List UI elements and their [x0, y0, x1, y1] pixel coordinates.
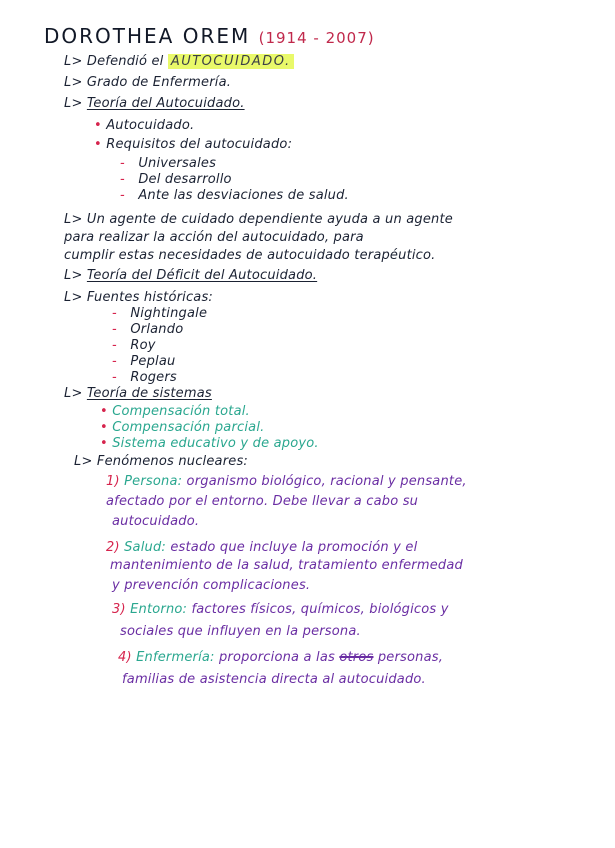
- bullet-item: • Sistema educativo y de apoyo.: [100, 436, 319, 451]
- arrow-icon: L>: [64, 290, 83, 305]
- dash-icon: -: [112, 370, 117, 385]
- title-dates: (1914 - 2007): [258, 29, 375, 47]
- page-title: [44, 24, 375, 48]
- arrow-icon: L>: [74, 454, 93, 469]
- dash-icon: -: [112, 322, 117, 337]
- note-line: L> Teoría del Déficit del Autocuidado.: [64, 268, 318, 283]
- arrow-icon: L>: [64, 96, 83, 111]
- note-line: L> Teoría de sistemas: [64, 386, 212, 401]
- nuclear-line: autocuidado.: [112, 514, 200, 529]
- arrow-icon: L>: [64, 268, 83, 283]
- title-name: DOROTHEA OREM: [44, 24, 251, 48]
- bullet-icon: •: [100, 420, 108, 435]
- note-line: L> Grado de Enfermería.: [64, 75, 232, 90]
- dash-item: - Orlando: [112, 322, 184, 337]
- nuclear-line: sociales que influyen en la persona.: [120, 624, 361, 639]
- bullet-item: • Requisitos del autocuidado:: [94, 137, 293, 152]
- paragraph-line: para realizar la acción del autocuidado, para: [64, 230, 364, 245]
- dash-icon: -: [112, 306, 117, 321]
- dash-item: - Rogers: [112, 370, 177, 385]
- dash-icon: -: [120, 172, 125, 187]
- bullet-icon: •: [100, 404, 108, 419]
- bullet-item: • Compensación total.: [100, 404, 250, 419]
- nuclear-line: afectado por el entorno. Debe llevar a cabo su: [106, 494, 419, 509]
- arrow-icon: L>: [64, 212, 83, 227]
- dash-item: - Nightingale: [112, 306, 208, 321]
- dash-item: - Peplau: [112, 354, 176, 369]
- dash-item: - Roy: [112, 338, 156, 353]
- paragraph-line: cumplir estas necesidades de autocuidado terapéutico.: [64, 248, 436, 263]
- bullet-icon: •: [94, 118, 102, 133]
- nuclear-line: mantenimiento de la salud, tratamiento enfermedad: [110, 558, 463, 573]
- nuclear-line: familias de asistencia directa al autocuidado.: [122, 672, 426, 687]
- dash-icon: -: [112, 354, 117, 369]
- dash-item: - Universales: [120, 156, 217, 171]
- bullet-item: • Compensación parcial.: [100, 420, 265, 435]
- dash-icon: -: [112, 338, 117, 353]
- nuclear-line: y prevención complicaciones.: [112, 578, 311, 593]
- note-line: L> Fenómenos nucleares:: [74, 454, 249, 469]
- nuclear-item-persona: 1) Persona: organismo biológico, racional y pensante,: [106, 474, 467, 489]
- note-line: L> Teoría del Autocuidado.: [64, 96, 245, 111]
- note-line: L> Fuentes históricas:: [64, 290, 214, 305]
- arrow-icon: L>: [64, 75, 83, 90]
- nuclear-item-enfermeria: 4) Enfermería: proporciona a las otros personas,: [118, 650, 444, 665]
- dash-icon: -: [120, 156, 125, 171]
- struck-word: otros: [339, 650, 374, 665]
- dash-item: - Ante las desviaciones de salud.: [120, 188, 349, 203]
- bullet-icon: •: [94, 137, 102, 152]
- nuclear-item-salud: 2) Salud: estado que incluye la promoción y el: [106, 540, 418, 555]
- dash-item: - Del desarrollo: [120, 172, 232, 187]
- nuclear-item-entorno: 3) Entorno: factores físicos, químicos, biológicos y: [112, 602, 449, 617]
- note-line: L> Defendió el AUTOCUIDADO.: [64, 54, 294, 69]
- bullet-icon: •: [100, 436, 108, 451]
- arrow-icon: L>: [64, 386, 83, 401]
- dash-icon: -: [120, 188, 125, 203]
- arrow-icon: L>: [64, 54, 83, 69]
- paragraph-line: L> Un agente de cuidado dependiente ayuda a un agente: [64, 212, 453, 227]
- bullet-item: • Autocuidado.: [94, 118, 195, 133]
- highlighted-term: AUTOCUIDADO.: [168, 54, 294, 69]
